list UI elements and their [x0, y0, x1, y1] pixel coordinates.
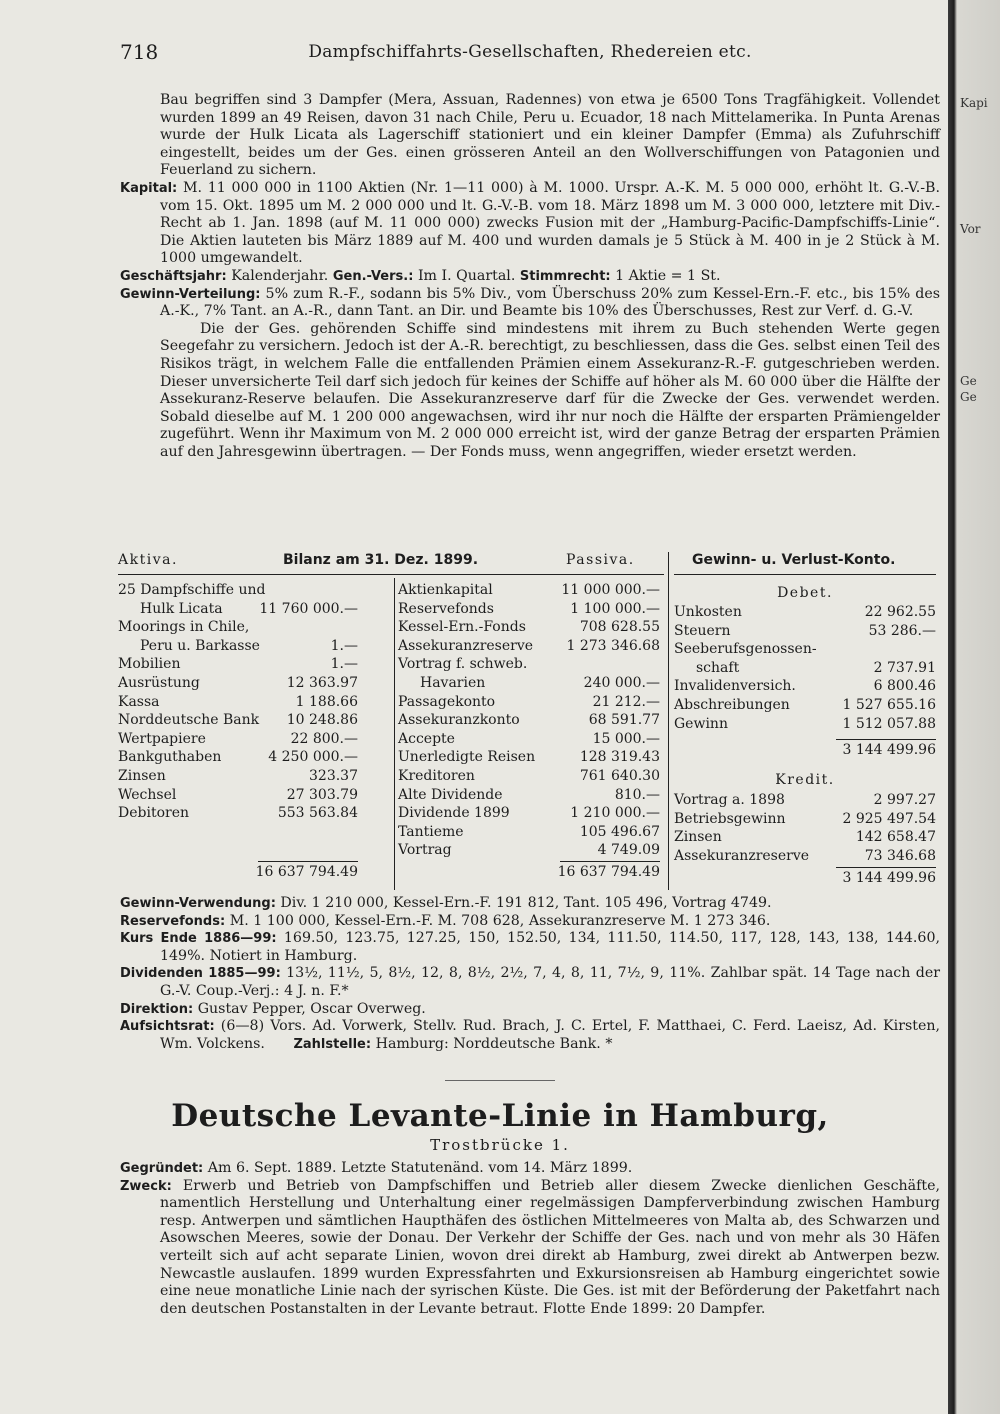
section-address: Trostbrücke 1.: [430, 1136, 570, 1154]
ledger-item-name: Havarien: [420, 675, 486, 691]
dividenden-label: Dividenden 1885—99:: [120, 966, 281, 982]
ledger-item-name: Debitoren: [118, 805, 189, 822]
aktiva-passiva-divider: [394, 578, 395, 890]
adjacent-page-edge: [948, 0, 1000, 1414]
ledger-row: [118, 582, 358, 600]
aufsichtsrat-entry: [120, 1018, 940, 1053]
direktion-text: Gustav Pepper, Oscar Overweg.: [197, 1000, 426, 1017]
ledger-item-value: 11 760 000.—: [259, 600, 358, 617]
ledger-item-name: Peru u. Barkasse: [140, 637, 260, 654]
ledger-item-value: 6 800.46: [873, 678, 936, 695]
ledger-item-value: 1 512 057.88: [842, 715, 936, 732]
section2-text: [120, 1160, 940, 1318]
ledger-item-value: 105 496.67: [579, 823, 660, 840]
kurs-text: 169.50, 123.75, 127.25, 150, 152.50, 134, 111.50, 114.50, 117, 128, 143, 138, 144.60, 149%. Notiert in Hamburg.: [160, 930, 940, 964]
ledger-item-value: 142 658.47: [855, 829, 936, 846]
kapital-text: M. 11 000 000 in 1100 Aktien (Nr. 1—11 000) à M. 1000. Urspr. A.-K. M. 5 000 000, erhöht lt. G.-V.-B. vom 15. Okt. 1895 um M. 2 000 000 und lt. G.-V.-B. vom 18. März 1898 um M. 3 000 000, letztere mit Div.-Recht ab 1. Jan. 1898 (auf M. 11 000 000) zwecks Fusion mit der „Hamburg-Pacific-Dampfschiffs-Linie“. Die Aktien lauteten bis März 1889 auf M. 400 und wurden damals je 5 Stück à M. 400 in je 2 Stück à M. 1000 umgewandelt.: [160, 179, 940, 267]
dividenden-text: 13½, 11½, 5, 8½, 12, 8, 8½, 2½, 7, 4, 8, 11, 7½, 9, 11%. Zahlbar spät. 14 Tage nach der G.-V. Coup.-Verj.: 4 J. n. F.*: [160, 965, 940, 999]
gegruendet-text: Am 6. Sept. 1889. Letzte Statutenänd. vom 14. März 1899.: [207, 1160, 633, 1176]
zweck-entry: [120, 1178, 940, 1319]
direktion-entry: [120, 1001, 940, 1019]
ledger-item-value: 4 749.09: [597, 842, 660, 859]
aktiva-label: Aktiva.: [118, 552, 178, 568]
ledger-item-value: 323.37: [309, 768, 358, 784]
ledger-total-value: 3 144 499.96: [842, 870, 936, 886]
zahlstelle-text: Hamburg: Norddeutsche Bank.: [375, 1035, 601, 1052]
total-rule: [836, 867, 936, 868]
ledger-row: [118, 768, 358, 786]
upper-text: [120, 92, 940, 461]
ledger-item-name: Mobilien: [118, 656, 181, 673]
ledger-item-value: 240 000.—: [583, 675, 660, 691]
ledger-item-name: Kreditoren: [398, 768, 475, 784]
stimmrecht-text: 1 Aktie = 1 St.: [615, 267, 721, 284]
geschaeftsjahr-label: Geschäftsjahr:: [120, 268, 227, 284]
ledger-item-name: Wechsel: [118, 786, 177, 803]
ledger-item-value: 1.—: [330, 637, 358, 654]
ledger-item-value: 2 997.27: [873, 792, 936, 808]
ledger-row: [118, 601, 358, 619]
ledger-row: [674, 848, 936, 866]
ledger-item-name: Assekuranzreserve: [398, 637, 534, 654]
ledger-item-name: Bankguthaben: [118, 749, 222, 766]
ledger-row: [398, 601, 660, 619]
dividenden-entry: [120, 965, 940, 1000]
ledger-row: [118, 694, 358, 712]
ledger-item-value: 1 273 346.68: [566, 637, 660, 654]
ledger-item-name: Abschreibungen: [674, 697, 790, 713]
ledger-item-name: Zinsen: [118, 768, 166, 784]
total-rule: [560, 861, 660, 862]
ledger-item-name: Seeberufsgenossen-: [674, 641, 817, 658]
ledger-row: [118, 712, 358, 730]
gewinnverwendung-entry: [120, 895, 940, 913]
ledger-item-name: Assekuranzreserve: [674, 847, 810, 864]
reservefonds-label: Reservefonds:: [120, 913, 226, 929]
ledger-row: [118, 731, 358, 749]
ledger-item-value: 15 000.—: [592, 730, 660, 747]
ledger-item-name: 25 Dampfschiffe und: [118, 582, 266, 598]
ledger-row: [118, 638, 358, 656]
ledger-row: [674, 697, 936, 715]
ledger-row: [674, 678, 936, 696]
ledger-row: [674, 792, 936, 810]
ledger-item-name: Accepte: [398, 730, 455, 747]
ledger-total: [118, 864, 358, 882]
ledger-row: [118, 749, 358, 767]
stimmrecht-label: Stimmrecht:: [519, 268, 611, 284]
ledger-row: [398, 768, 660, 786]
ledger-row: [398, 731, 660, 749]
ledger-row: [398, 787, 660, 805]
ledger-row: [398, 805, 660, 823]
ledger-item-name: Unkosten: [674, 604, 742, 620]
margin-fragment: Vor: [960, 222, 981, 236]
ledger-row: [398, 619, 660, 637]
ledger-item-value: 2 737.91: [873, 659, 936, 676]
ledger-total-value: 16 637 794.49: [255, 864, 358, 880]
gewinnverteilung-text: 5% zum R.-F., sodann bis 5% Div., vom Überschuss 20% zum Kessel-Ern.-F. etc., bis 15% des A.-K., 7% Tant. an A.-R., dann Tant. an Dir. und Beamte bis 10% des Überschusses, Rest zur Verf. d. G.-V.: [160, 285, 941, 320]
header-title: Dampfschiffahrts-Gesellschaften, Rhedereien etc.: [308, 42, 752, 62]
ledger-item-value: 1 210 000.—: [570, 805, 660, 822]
ledger-item-name: Reservefonds: [398, 600, 494, 617]
ledger-item-name: Unerledigte Reisen: [398, 749, 536, 766]
section-title: Deutsche Levante-Linie in Hamburg,: [171, 1098, 829, 1134]
ledger-item-value: 53 286.—: [868, 622, 936, 639]
passiva-label: Passiva.: [566, 552, 635, 568]
ledger-item-value: 11 000 000.—: [561, 582, 660, 598]
aufsichtsrat-text: (6—8) Vors. Ad. Vorwerk, Stellv. Rud. Brach, J. C. Ertel, F. Matthaei, C. Ferd. Laeisz, Ad. Kirsten, Wm. Volckens.: [160, 1018, 941, 1052]
geschaeftsjahr-entry: [120, 268, 940, 286]
zweck-text: Erwerb und Betrieb von Dampfschiffen und Betrieb aller diesem Zwecke dienlichen Geschäfte, namentlich Herstellung und Unterhaltung einer regelmässigen Dampferverbindung zwischen Hamburg resp. Antwerpen und sämtlichen Haupthäfen des östlichen Mittelmeeres von Malta ab, des Schwarzen und Asowschen Meeres, sowie der Donau. Der Verkehr der Schiffe der Ges. nach und von mehr als 30 Häfen verteilt sich auf acht separate Linien, wovon drei direkt ab Hamburg, zwei direkt ab Antwerpen bezw. Newcastle auslaufen. 1899 wurden Expressfahrten und Exkursionsreisen ab Hamburg eingerichtet sowie eine neue monatliche Linie nach der syrischen Küste. Die Ges. ist mit der Beförderung der Paketfahrt nach den deutschen Postanstalten in der Levante betraut. Flotte Ende 1899: 20 Dampfer.: [160, 1177, 940, 1317]
ledger-row: [398, 656, 660, 674]
ledger-item-name: Norddeutsche Bank: [118, 712, 260, 729]
ledger-item-value: 73 346.68: [864, 847, 936, 864]
ledger-item-value: 22 800.—: [290, 730, 358, 747]
bilanz-title: Bilanz am 31. Dez. 1899.: [283, 552, 479, 568]
ledger-item-name: Invalidenversich.: [674, 678, 796, 695]
direktion-label: Direktion:: [120, 1001, 194, 1017]
ledger-item-name: Assekuranzkonto: [398, 712, 520, 729]
gewinnverteilung-entry: [120, 286, 940, 321]
ledger-item-name: Hulk Licata: [140, 600, 223, 617]
ledger-item-name: Alte Dividende: [398, 786, 503, 803]
ledger-row: [674, 716, 936, 734]
ledger-row: [674, 829, 936, 847]
ledger-row: [398, 582, 660, 600]
ledger-total: [674, 870, 936, 888]
ledger-item-value: 4 250 000.—: [268, 749, 358, 766]
ledger-item-value: 1 188.66: [295, 693, 358, 710]
ledger-item-value: 12 363.97: [286, 675, 358, 691]
ledger-item-name: Vortrag f. schweb.: [398, 656, 528, 673]
ledger-item-name: Kassa: [118, 693, 160, 710]
ledger-row: [118, 656, 358, 674]
kurs-entry: [120, 930, 940, 965]
ledger-row: [118, 787, 358, 805]
debet-label: Debet.: [777, 585, 833, 601]
balance-sheet: [118, 552, 944, 892]
ledger-item-name: Dividende 1899: [398, 805, 510, 822]
bilanz-guv-divider: [668, 552, 669, 890]
ledger-total: [398, 864, 660, 882]
total-rule: [836, 739, 936, 740]
footnote-star: *: [605, 1035, 613, 1052]
kapital-entry: [120, 180, 940, 268]
ledger-item-name: Betriebsgewinn: [674, 810, 786, 827]
kredit-label: Kredit.: [775, 772, 835, 788]
ledger-item-value: 553 563.84: [277, 805, 358, 822]
intro-paragraph: Bau begriffen sind 3 Dampfer (Mera, Assuan, Radennes) von etwa je 6500 Tons Tragfähigkeit. Vollendet wurden 1899 an 49 Reisen, davon 31 nach Chile, Peru u. Ecuador, 18 nach Mittelamerika. In Punta Arenas wurde der Hulk Licata als Lagerschiff stationiert und ein kleiner Dampfer (Emma) als Zufuhrschiff eingestellt, beides um der Ges. einen grösseren Anteil an den Wollverschiffungen von Patagonien und Feuerland zu sichern.: [160, 92, 940, 179]
ledger-item-value: 761 640.30: [579, 768, 660, 784]
aufsichtsrat-label: Aufsichtsrat:: [120, 1019, 215, 1035]
gen-vers-label: Gen.-Vers.:: [332, 268, 414, 284]
guv-top-rule: [674, 574, 936, 575]
running-header: [120, 40, 940, 64]
gegruendet-entry: [120, 1160, 940, 1178]
ledger-row: [398, 749, 660, 767]
ledger-item-name: Vortrag a. 1898: [674, 792, 785, 808]
ledger-item-value: 810.—: [614, 786, 660, 803]
margin-fragment: Ge: [960, 374, 977, 388]
gewinnverwendung-text: Div. 1 210 000, Kessel-Ern.-F. 191 812, Tant. 105 496, Vortrag 4749.: [280, 895, 772, 911]
ledger-item-name: Wertpapiere: [118, 730, 206, 747]
ledger-item-value: 22 962.55: [864, 604, 936, 620]
ledger-item-name: Ausrüstung: [118, 675, 200, 691]
ledger-item-name: Kessel-Ern.-Fonds: [398, 619, 526, 636]
ledger-total-value: 16 637 794.49: [557, 864, 660, 880]
ledger-item-name: Tantieme: [398, 823, 464, 840]
kurs-label: Kurs Ende 1886—99:: [120, 931, 277, 947]
ledger-item-value: 10 248.86: [286, 712, 358, 729]
reservefonds-text: M. 1 100 000, Kessel-Ern.-F. M. 708 628, Assekuranzreserve M. 1 273 346.: [229, 912, 771, 929]
geschaeftsjahr-text: Kalenderjahr.: [231, 267, 329, 284]
ledger-item-value: 1.—: [330, 656, 358, 673]
ledger-item-value: 1 527 655.16: [842, 697, 936, 713]
ledger-item-value: 128 319.43: [579, 749, 660, 766]
ledger-row: [674, 660, 936, 678]
ledger-row: [398, 712, 660, 730]
zahlstelle-label: Zahlstelle:: [293, 1036, 372, 1052]
kapital-label: Kapital:: [120, 180, 178, 196]
section-separator: [445, 1080, 555, 1081]
ledger-row: [398, 694, 660, 712]
ledger-total-value: 3 144 499.96: [842, 742, 936, 758]
ledger-row: [674, 623, 936, 641]
margin-fragment: Kapi: [960, 96, 988, 110]
gewinnverwendung-label: Gewinn-Verwendung:: [120, 896, 276, 911]
ledger-row: [118, 805, 358, 823]
bilanz-top-rule: [118, 574, 664, 575]
ledger-item-value: 1 100 000.—: [570, 600, 660, 617]
ledger-item-name: Vortrag: [398, 842, 452, 859]
ledger-item-value: 27 303.79: [286, 786, 358, 803]
total-rule: [258, 861, 358, 862]
ledger-item-name: Gewinn: [674, 715, 728, 732]
ledger-row: [398, 675, 660, 693]
ledger-item-name: schaft: [696, 659, 740, 676]
ledger-item-name: Passagekonto: [398, 693, 496, 710]
gewinnverteilung-label: Gewinn-Verteilung:: [120, 286, 261, 302]
gen-vers-text: Im I. Quartal.: [417, 267, 516, 284]
margin-fragment: Ge: [960, 390, 977, 404]
ledger-row: [674, 641, 936, 659]
reservefonds-entry: [120, 913, 940, 931]
ledger-row: [398, 824, 660, 842]
ledger-row: [398, 638, 660, 656]
page-number: 718: [120, 40, 159, 64]
ledger-item-name: Steuern: [674, 622, 731, 639]
ledger-row: [674, 604, 936, 622]
ledger-total: [674, 742, 936, 760]
ledger-row: [118, 619, 358, 637]
ledger-row: [398, 842, 660, 860]
ledger-item-value: 68 591.77: [588, 712, 660, 729]
ledger-item-value: 2 925 497.54: [842, 810, 936, 827]
zweck-label: Zweck:: [120, 1178, 172, 1194]
versicherung-paragraph: Die der Ges. gehörenden Schiffe sind mindestens mit ihrem zu Buch stehenden Werte gegen Seegefahr zu versichern. Jedoch ist der A.-R. berechtigt, zu beschliessen, dass die Ges. selbst einen Teil des Risikos trägt, in welchem Falle die entfallenden Prämien einem Assekuranz-R.-F. gutgeschrieben werden. Dieser unversicherte Teil darf sich jedoch für keines der Schiffe auf höher als M. 60 000 über die Hälfte der Assekuranz-Reserve belaufen. Die Assekuranzreserve darf für die Zwecke der Ges. verwendet werden. Sobald dieselbe auf M. 1 200 000 angewachsen, wird ihr nur noch die Hälfte der ersparten Prämiengelder zugeführt. Wenn ihr Maximum von M. 2 000 000 erreicht ist, wird der ganze Betrag der ersparten Prämien auf den Jahresgewinn übertragen. — Der Fonds muss, wenn angegriffen, wieder ersetzt werden.: [160, 320, 940, 460]
guv-title: Gewinn- u. Verlust-Konto.: [692, 552, 896, 568]
ledger-item-value: 708 628.55: [579, 619, 660, 636]
lower-text: [120, 895, 940, 1053]
ledger-row: [118, 675, 358, 693]
ledger-item-name: Zinsen: [674, 829, 722, 846]
ledger-item-value: 21 212.—: [592, 693, 660, 710]
ledger-item-name: Moorings in Chile,: [118, 619, 250, 636]
ledger-row: [674, 811, 936, 829]
ledger-item-name: Aktienkapital: [398, 582, 493, 598]
gegruendet-label: Gegründet:: [120, 1161, 204, 1176]
